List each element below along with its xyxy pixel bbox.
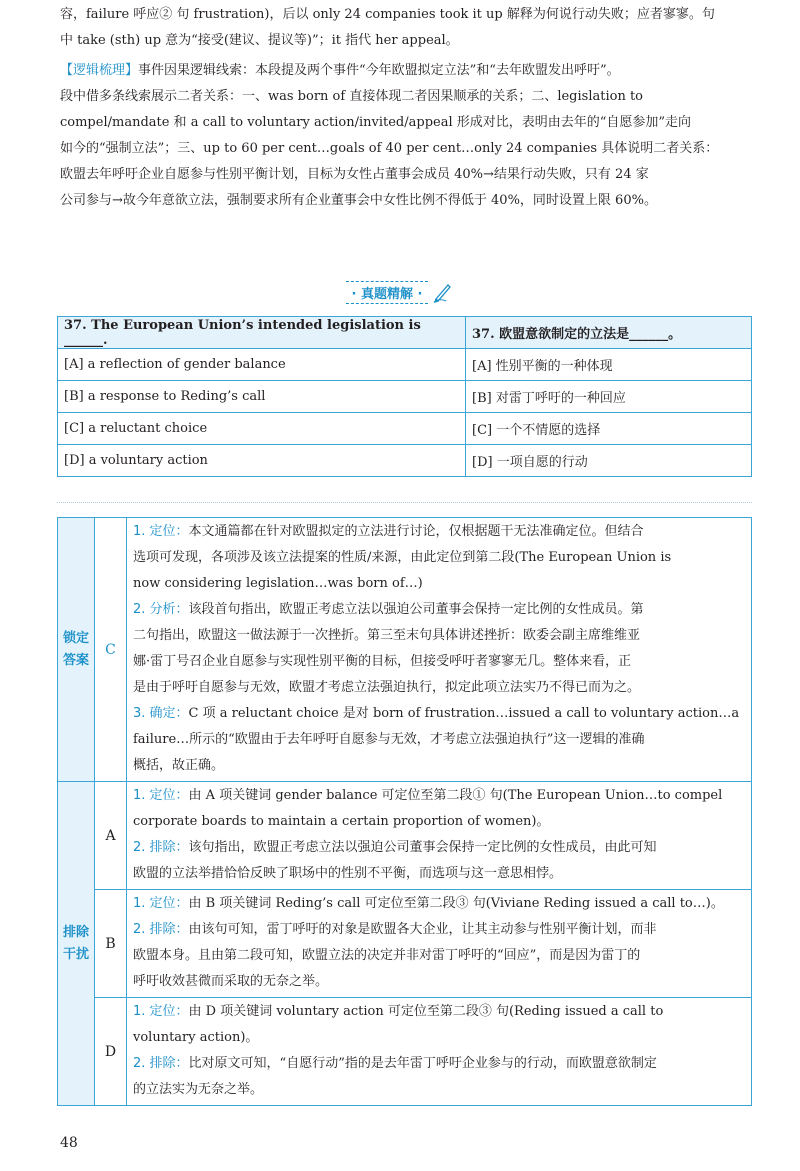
logic-line: 如今的“强制立法”；三、up to 60 per cent…goals of 40 per cent…only 24 companies 具体说明二者关系： [60, 141, 719, 156]
step-label: 3. 确定： [133, 706, 189, 721]
page-number: 48 [60, 1135, 78, 1151]
option-row [58, 445, 752, 477]
option-en: [A] a reflection of gender balance [58, 349, 466, 381]
question-stem-en: 37. The European Union’s intended legislation is ______. [58, 317, 466, 349]
logic-line: 段中借多条线索展示二者关系：一、was born of 直接体现二者因果顺承的关系；二、legislation to [60, 89, 643, 104]
exclude-letter: A [95, 782, 127, 890]
exclude-row [58, 782, 752, 890]
pen-icon [432, 281, 454, 303]
question-stem-cn: 37. 欧盟意欲制定的立法是______。 [466, 317, 752, 349]
exclude-explanation: 1. 定位：由 A 项关键词 gender balance 可定位至第二段① 句(The European Union…to compel corporate boards to maintain a certain proportion of women)。 2. 排除：该句指出，欧盟正考虑立法以强迫公司董事会保持一定比例的女性成员，由此可知 欧盟的立法举措恰恰反映了职场中的性别不平衡，而选项与这一意思相悖。 [127, 782, 752, 890]
option-row [58, 413, 752, 445]
exclude-category-label: 排除 干扰 [58, 782, 95, 1106]
logic-tag: 【逻辑梳理】 [60, 63, 139, 78]
exclude-letter: D [95, 998, 127, 1106]
logic-paragraph [60, 58, 750, 214]
option-en: [B] a response to Reding’s call [58, 381, 466, 413]
step-label: 2. 分析： [133, 602, 189, 617]
logic-line: 公司参与→故今年意欲立法，强制要求所有企业董事会中女性比例不得低于 40%，同时设置上限 60%。 [60, 193, 657, 208]
option-en: [D] a voluntary action [58, 445, 466, 477]
intro-paragraph [60, 2, 750, 54]
intro-line: 中 take (sth) up 意为“接受(建议、提议等)”；it 指代 her appeal。 [60, 33, 459, 48]
answer-explanation: 1. 定位：本文通篇都在针对欧盟拟定的立法进行讨论，仅根据题干无法准确定位。但结合 选项可发现，各项涉及该立法提案的性质/来源，由此定位到第二段(The European Union is now considering legislation…was born of…) 2. 分析：该段首句指出，欧盟正考虑立法以强迫公司董事会保持一定比例的女性成员。第 二句指出，欧盟这一做法源于一次挫折。第三至末句具体讲述挫折：欧委会副主席维维亚 娜·雷丁号召企业自愿参与实现性别平衡的目标，但接受呼吁者寥寥无几。整体来看，正 是由于呼吁自愿参与无效，欧盟才考虑立法强迫执行，拟定此项立法实乃不得已而为之。 3. 确定：C 项 a reluctant choice 是对 born of frustration…issued a call to voluntary action…a failure…所示的“欧盟由于去年呼吁自愿参与无效，才考虑立法强迫执行”这一逻辑的准确 概括，故正确。 [127, 518, 752, 782]
section-title [333, 279, 467, 305]
exclude-letter: B [95, 890, 127, 998]
option-cn: [C] 一个不情愿的选择 [466, 413, 752, 445]
option-cn: [B] 对雷丁呼吁的一种回应 [466, 381, 752, 413]
exclude-explanation: 1. 定位：由 D 项关键词 voluntary action 可定位至第二段③ 句(Reding issued a call to voluntary action)。 2. 排除：比对原文可知，“自愿行动”指的是去年雷丁呼吁企业参与的行动，而欧盟意欲制定 的立法实为无奈之举。 [127, 998, 752, 1106]
answer-letter: C [95, 518, 127, 782]
analysis-table [57, 517, 752, 1106]
section-title-label: · 真题精解 · [346, 281, 429, 304]
option-row [58, 381, 752, 413]
exclude-explanation: 1. 定位：由 B 项关键词 Reding’s call 可定位至第二段③ 句(Viviane Reding issued a call to…)。 2. 排除：由该句可知，雷丁呼吁的对象是欧盟各大企业，让其主动参与性别平衡计划，而非 欧盟本身。且由第二段可知，欧盟立法的决定并非对雷丁呼吁的“回应”，而是因为雷丁的 呼吁收效甚微而采取的无奈之举。 [127, 890, 752, 998]
exclude-row [58, 998, 752, 1106]
option-cn: [A] 性别平衡的一种体现 [466, 349, 752, 381]
divider [57, 502, 752, 503]
logic-line: 欧盟去年呼吁企业自愿参与性别平衡计划，目标为女性占董事会成员 40%→结果行动失败，只有 24 家 [60, 167, 649, 182]
step-label: 1. 定位： [133, 524, 189, 539]
exclude-row [58, 890, 752, 998]
logic-line: compel/mandate 和 a call to voluntary action/invited/appeal 形成对比，表明由去年的“自愿参加”走向 [60, 115, 692, 130]
option-en: [C] a reluctant choice [58, 413, 466, 445]
intro-line: 容，failure 呼应② 句 frustration)，后以 only 24 companies took it up 解释为何说行动失败；应者寥寥。句 [60, 7, 715, 22]
question-table [57, 316, 752, 477]
answer-category-label: 锁定 答案 [58, 518, 95, 782]
option-cn: [D] 一项自愿的行动 [466, 445, 752, 477]
answer-row [58, 518, 752, 782]
question-stem-row [58, 317, 752, 349]
logic-line: 事件因果逻辑线索：本段提及两个事件“今年欧盟拟定立法”和“去年欧盟发出呼吁”。 [138, 63, 620, 78]
option-row [58, 349, 752, 381]
